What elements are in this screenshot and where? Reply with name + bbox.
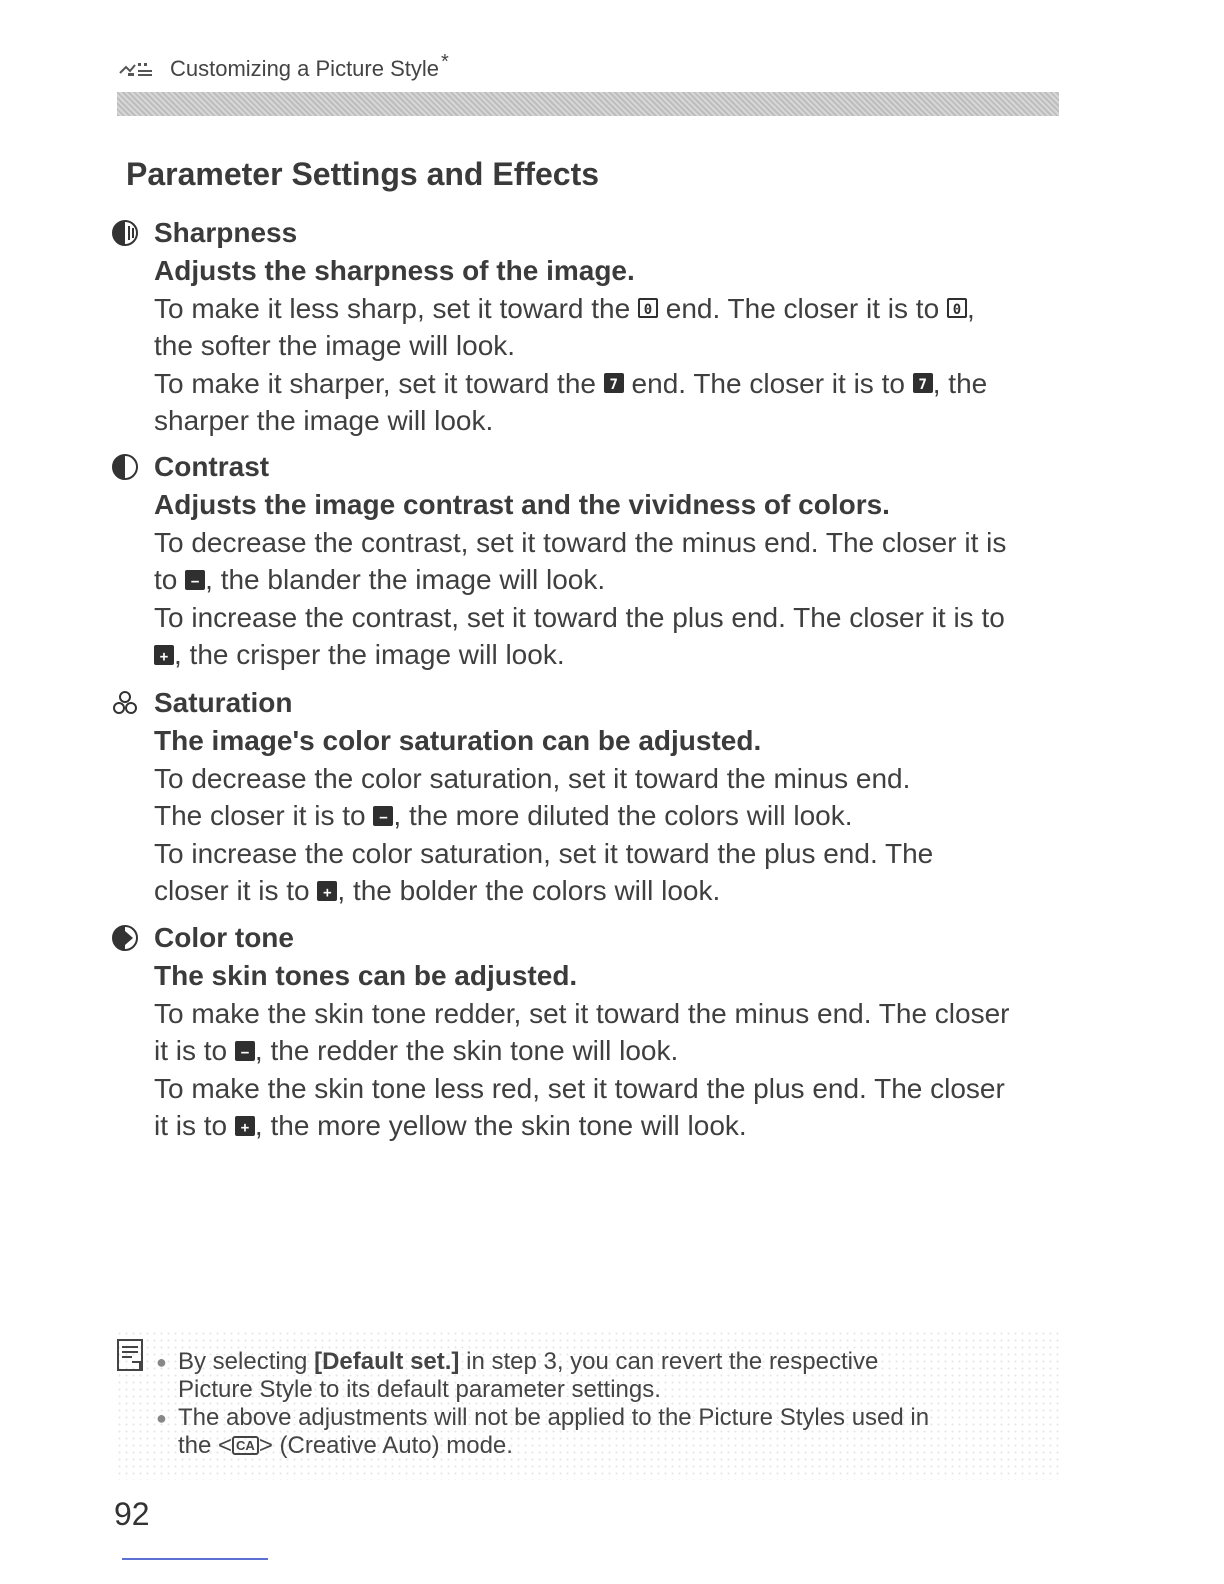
value-0-icon: 0 [638,298,658,318]
param-name: Sharpness [154,217,298,248]
note-item: ● By selecting [Default set.] in step 3, you can revert the respective Picture Style to its default parameter settings. [156,1348,879,1403]
body-line: To make it sharper, set it toward the 7 end. The closer it is to 7 , the [154,367,988,399]
body-line: the softer the image will look. [154,330,516,362]
saturation-icon [110,688,140,718]
param-subtitle: Adjusts the sharpness of the image. [154,255,635,286]
header-title: Customizing a Picture Style [170,56,439,81]
minus-icon: − [235,1041,255,1061]
value-7-icon: 7 [913,373,933,393]
body-line: To increase the color saturation, set it toward the plus end. The [154,837,934,869]
param-subtitle: The image's color saturation can be adjusted. [154,725,762,756]
body-line: To make it less sharp, set it toward the 0 end. The closer it is to 0 , [154,292,975,324]
value-7-icon: 7 [604,373,624,393]
plus-icon: + [154,645,174,665]
body-line: To decrease the contrast, set it toward the minus end. The closer it is [154,526,1007,558]
memo-icon [116,1338,146,1372]
creative-auto-icon: CA [232,1436,259,1455]
picture-style-icon [118,57,162,81]
param-subtitle: Adjusts the image contrast and the vividness of colors. [154,489,890,520]
param-contrast [110,448,1060,674]
body-line: To increase the contrast, set it toward the plus end. The closer it is to [154,601,1005,633]
param-color-tone [110,919,1060,1145]
body-line: To make the skin tone redder, set it toward the minus end. The closer [154,997,1010,1029]
minus-icon: − [373,806,393,826]
bullet-icon: ● [156,1408,167,1428]
plus-icon: + [235,1116,255,1136]
param-name: Contrast [154,451,270,482]
footer-line [122,1558,268,1560]
note-box [116,1330,1062,1480]
body-line: to − , the blander the image will look. [154,564,606,596]
note-item: ● The above adjustments will not be applied to the Picture Styles used in the < CA > (Creative Auto) mode. [178,1404,929,1463]
header-star: * [441,50,449,73]
param-name: Saturation [154,687,293,718]
minus-icon: − [185,570,205,590]
param-subtitle: The skin tones can be adjusted. [154,960,578,991]
body-line: To decrease the color saturation, set it toward the minus end. [154,762,911,794]
default-set-label: [Default set.] [314,1348,460,1375]
section-title: Parameter Settings and Effects [126,156,600,192]
body-line: closer it is to + , the bolder the colors will look. [154,875,721,907]
body-line: sharper the image will look. [154,405,494,437]
body-line: + , the crisper the image will look. [154,636,1060,674]
param-saturation [110,684,1060,910]
body-line: To make the skin tone less red, set it toward the plus end. The closer [154,1072,1005,1104]
body-line: it is to − , the redder the skin tone will look. [154,1035,679,1067]
page-header [118,50,449,82]
value-0-icon: 0 [947,298,967,318]
param-sharpness [110,214,1060,440]
color-tone-icon [110,923,140,953]
sharpness-icon [110,218,140,248]
body-line: it is to + , the more yellow the skin tone will look. [154,1110,747,1142]
plus-icon: + [317,881,337,901]
contrast-icon [110,452,140,482]
bullet-icon: ● [156,1352,167,1372]
body-line: The closer it is to − , the more diluted the colors will look. [154,800,853,832]
page-number: 92 [114,1496,150,1532]
header-bar [117,92,1059,116]
param-name: Color tone [154,922,294,953]
